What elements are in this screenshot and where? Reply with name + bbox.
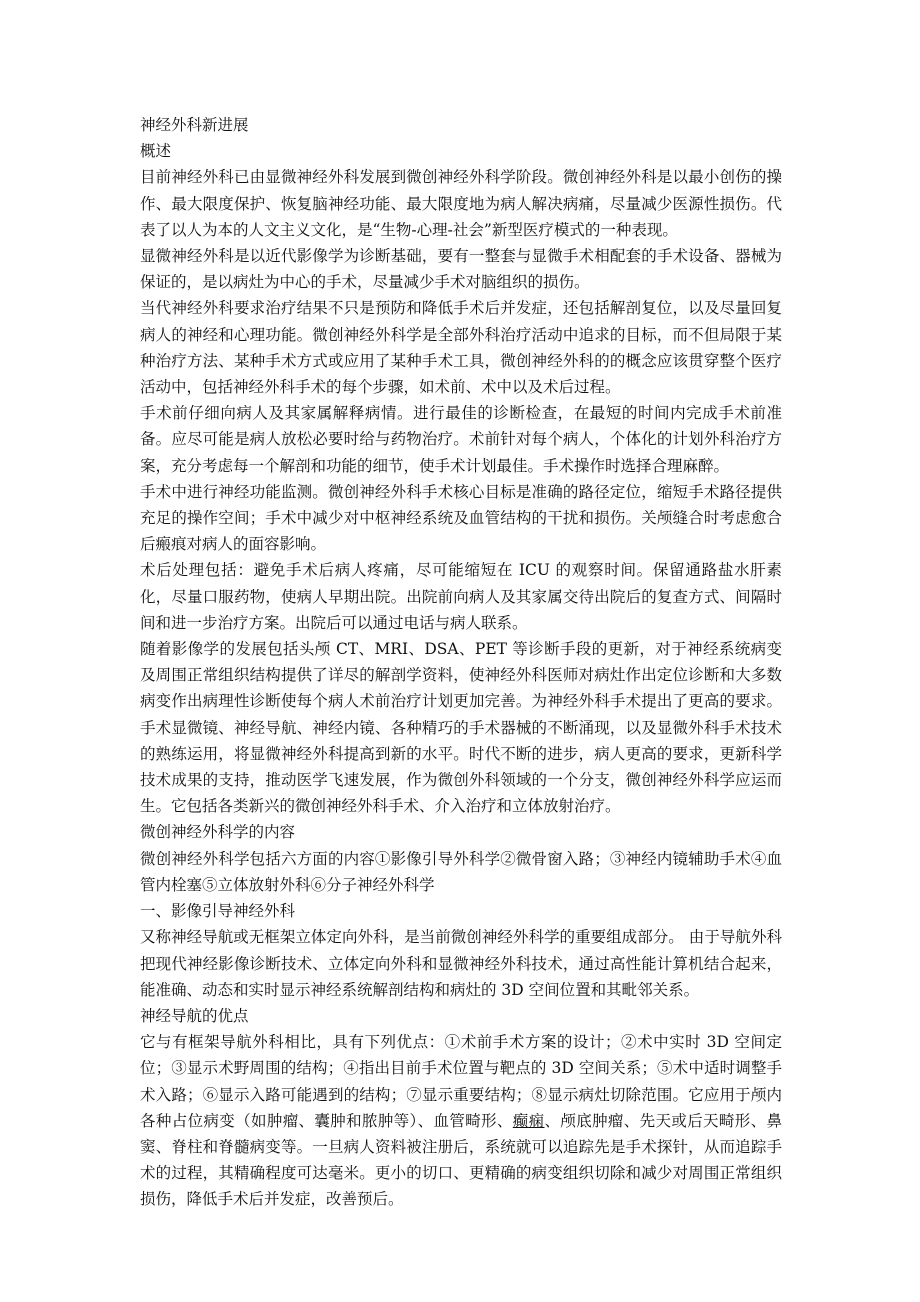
paragraph: 显微神经外科是以近代影像学为诊断基础，要有一整套与显微手术相配套的手术设备、器械为保证的，是以病灶为中心的手术，尽量减少手术对脑组织的损伤。	[140, 247, 782, 292]
paragraph: 手术前仔细向病人及其家属解释病情。进行最佳的诊断检查，在最短的时间内完成手术前准备。应尽可能是病人放松必要时给与药物治疗。术前针对每个病人，个体化的计划外科治疗方案，充分考虑每一个解剖和功能的细节，使手术计划最佳。手术操作时选择合理麻醉。	[140, 404, 782, 475]
paragraph: 目前神经外科已由显微神经外科发展到微创神经外科学阶段。微创神经外科是以最小创伤的操作、最大限度保护、恢复脑神经功能、最大限度地为病人解决病痛，尽量减少医源性损伤。代表了以人为本的人文主义文化，是“生物-心理-社会”新型医疗模式的一种表现。	[140, 168, 782, 239]
underlined-term-link[interactable]: 癫痫	[512, 1111, 545, 1130]
paragraph: 当代神经外科要求治疗结果不只是预防和降低手术后并发症，还包括解剖复位，以及尽量回复病人的神经和心理功能。微创神经外科学是全部外科治疗活动中追求的目标，而不但局限于某种治疗方法、某种手术方式或应用了某种手术工具，微创神经外科的的概念应该贯穿整个医疗活动中，包括神经外科手术的每个步骤，如术前、术中以及术后过程。	[140, 299, 782, 397]
paragraph-image-guided: 又称神经导航或无框架立体定向外科，是当前微创神经外科学的重要组成部分。 由于导航外科把现代神经影像诊断技术、立体定向外科和显微神经外科技术，通过高性能计算机结合起来，能准确、动态和实时显示神经系统解剖结构和病灶的 3D 空间位置和其毗邻关系。	[140, 928, 782, 999]
section-heading-navigation-advantages: 神经导航的优点	[140, 1006, 249, 1025]
paragraph: 随着影像学的发展包括头颅 CT、MRI、DSA、PET 等诊断手段的更新，对于神经系统病变及周围正常组织结构提供了详尽的解剖学资料，使神经外科医师对病灶作出定位诊断和大多数病变作出病理性诊断使每个病人术前治疗计划更加完善。为神经外科手术提出了更高的要求。手术显微镜、神经导航、神经内镜、各种精巧的手术器械的不断涌现，以及显微外科手术技术的熟练运用，将显微神经外科提高到新的水平。时代不断的进步，病人更高的要求，更新科学技术成果的支持，推动医学飞速发展，作为微创外科领域的一个分支，微创神经外科学应运而生。它包括各类新兴的微创神经外科手术、介入治疗和立体放射治疗。	[140, 640, 782, 816]
document-body	[140, 112, 782, 1213]
paragraph-navigation-advantages	[140, 1029, 782, 1212]
paragraph: 术后处理包括：避免手术后病人疼痛，尽可能缩短在 ICU 的观察时间。保留通路盐水肝素化，尽量口服药物，使病人早期出院。出院前向病人及其家属交待出院后的复查方式、间隔时间和进一步治疗方案。出院后可以通过电话与病人联系。	[140, 561, 782, 632]
section-heading-overview: 概述	[140, 142, 172, 161]
section-heading-content: 微创神经外科学的内容	[140, 823, 296, 842]
advantages-text-part2: 、颅底肿瘤、先天或后天畸形、鼻窦、脊柱和脊髓病变等。一旦病人资料被注册后，系统就可以追踪先是手术探针，从而追踪手术的过程，其精确程度可达毫米。更小的切口、更精确的病变组织切除和减少对周围正常组织损伤，降低手术后并发症，改善预后。	[140, 1111, 782, 1209]
paragraph-content-list: 微创神经外科学包括六方面的内容①影像引导外科学②微骨窗入路；③神经内镜辅助手术④血管内栓塞⑤立体放射外科⑥分子神经外科学	[140, 849, 782, 894]
paragraph: 手术中进行神经功能监测。微创神经外科手术核心目标是准确的路径定位，缩短手术路径提供充足的操作空间；手术中减少对中枢神经系统及血管结构的干扰和损伤。关颅缝合时考虑愈合后瘢痕对病人的面容影响。	[140, 482, 782, 554]
section-heading-image-guided: 一、影像引导神经外科	[140, 902, 296, 921]
advantages-text-part1: 它与有框架导航外科相比，具有下列优点：①术前手术方案的设计；②术中实时 3D 空间定位；③显示术野周围的结构；④指出目前手术位置与靶点的 3D 空间关系；⑤术中适时调整手术入路；⑥显示入路可能遇到的结构；⑦显示重要结构；⑧显示病灶切除范围。它应用于颅内各种占位病变（如肿瘤、囊肿和脓肿等）、血管畸形、	[140, 1033, 782, 1130]
document-title: 神经外科新进展	[140, 116, 249, 134]
